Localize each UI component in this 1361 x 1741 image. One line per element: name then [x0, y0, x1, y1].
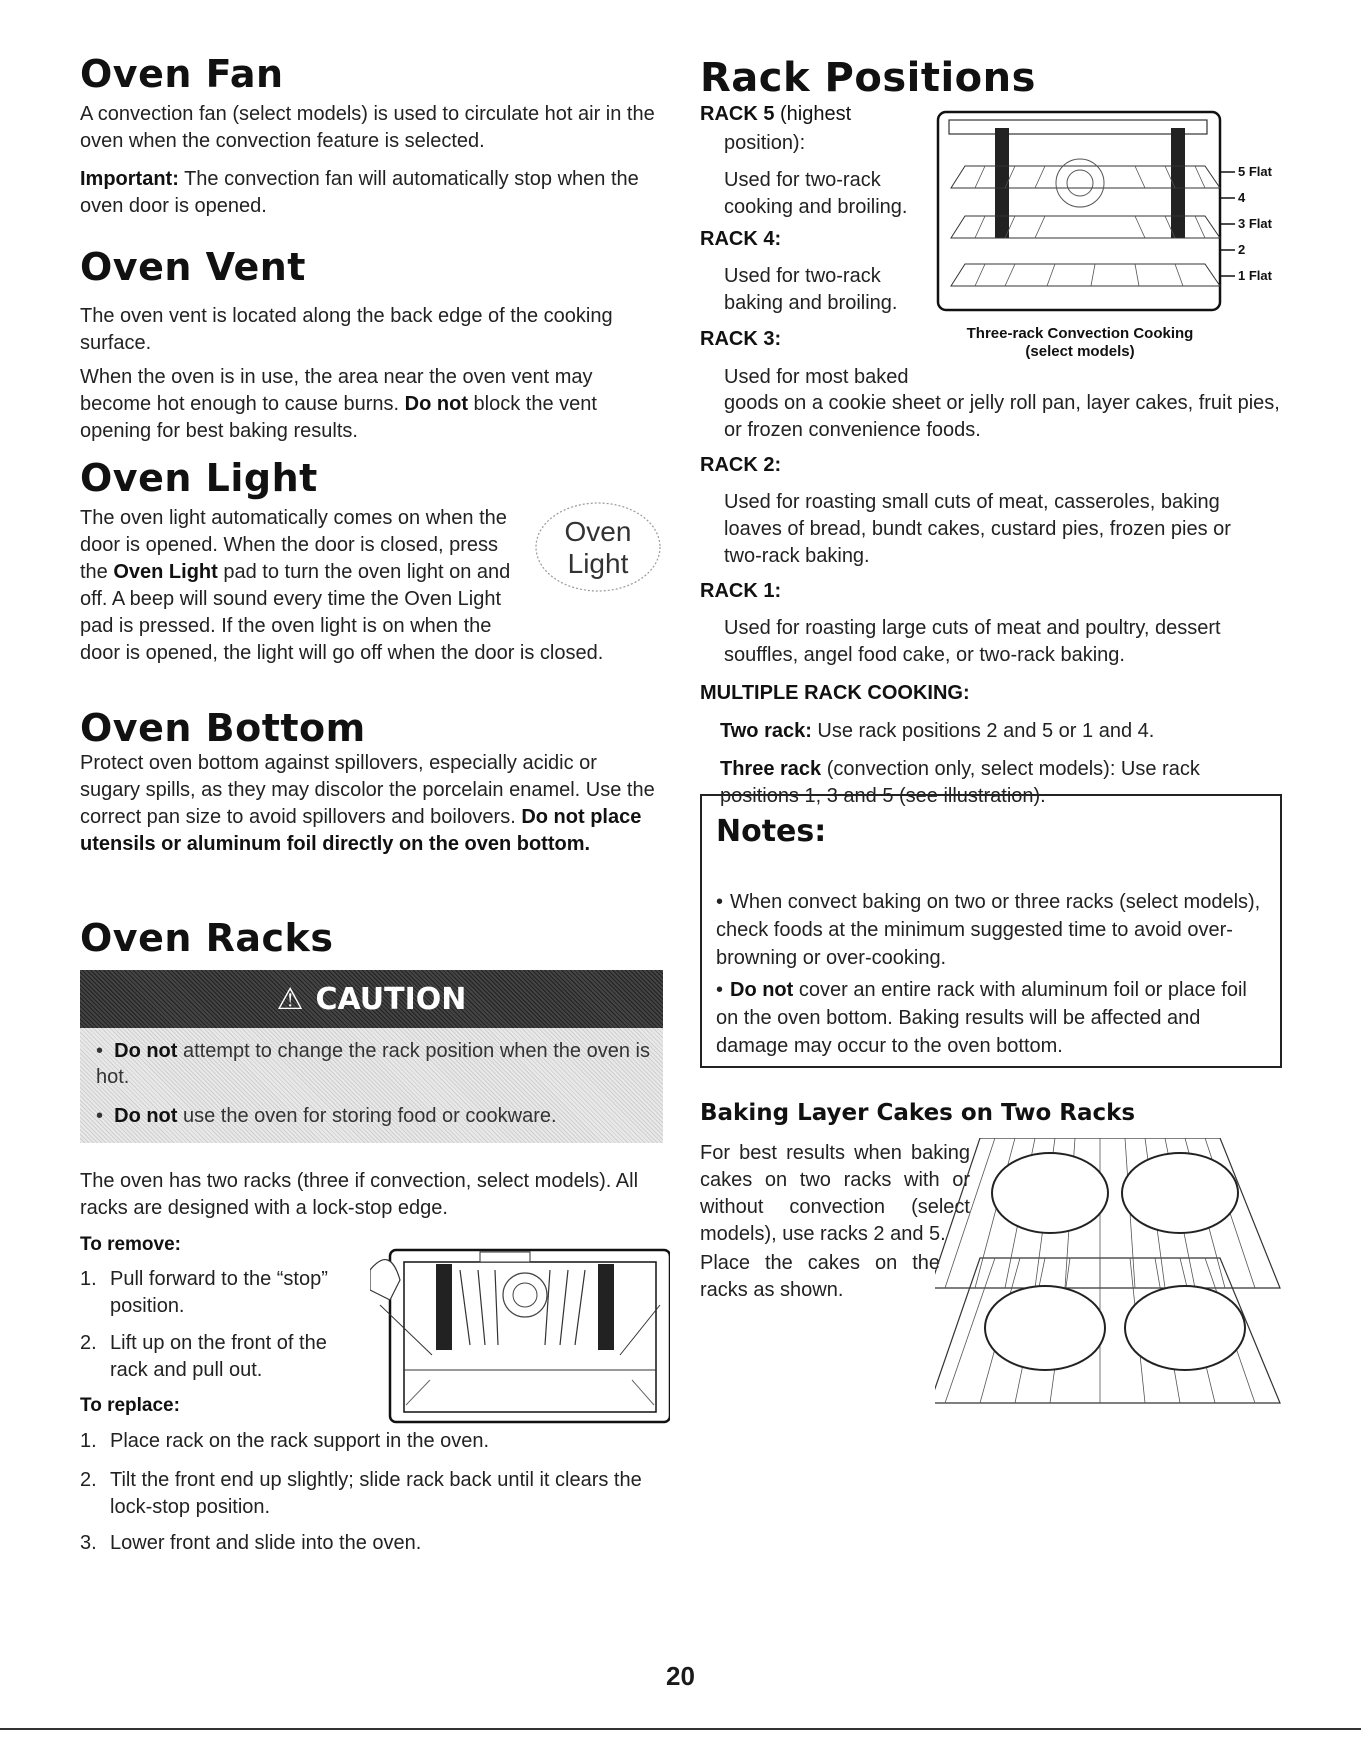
two-rack-bold: Two rack: — [720, 720, 812, 742]
oven-fan-important — [80, 166, 665, 220]
notes-title: Notes: — [716, 814, 827, 849]
remove-step-2-num: 2. — [80, 1332, 97, 1354]
baking-layer-paragraph-1: For best results when baking cakes on two racks with or without convection (select models), use racks 2 and 5. — [700, 1142, 970, 1245]
replace-step-2 — [80, 1467, 660, 1521]
bullet-icon: • — [716, 979, 724, 1001]
figure-caption-line-2: (select models) — [1025, 343, 1135, 360]
two-rack-line — [720, 718, 1280, 745]
caution-1-text: attempt to change the rack position when the oven is hot. — [96, 1040, 650, 1088]
rack-label-1: 1 Flat — [1238, 268, 1272, 283]
light-text-b: pad to turn the oven light on and off. A beep will sound every time the Oven Light pad is pressed. If the oven light is on when the door is opened, the light will go off when the door is closed. — [80, 561, 604, 664]
light-pad-name: Oven Light — [113, 561, 218, 583]
two-rack-cakes-illustration — [935, 1138, 1290, 1408]
notes-item-1 — [716, 888, 1271, 972]
vent-text-a: When the oven is in use, the area near the oven vent may become hot enough to cause burns. — [80, 366, 593, 415]
oven-racks-heading: Oven Racks — [80, 916, 334, 960]
page-number: 20 — [666, 1661, 695, 1691]
important-label: Important: — [80, 168, 179, 190]
replace-step-3-text: Lower front and slide into the oven. — [110, 1532, 422, 1554]
replace-step-1-num: 1. — [80, 1430, 97, 1452]
oven-racks-intro: The oven has two racks (three if convection, select models). All racks are designed with a lock-stop edge. — [80, 1170, 639, 1219]
rack-4-label: RACK 4: — [700, 228, 782, 250]
remove-step-1-text: Pull forward to the “stop” position. — [110, 1268, 328, 1317]
rack-2-desc: Used for roasting small cuts of meat, casseroles, baking loaves of bread, bundt cakes, custard pies, frozen pies or two-rack baking. — [724, 491, 1231, 567]
replace-step-1 — [80, 1428, 660, 1455]
oven-vent-paragraph-2 — [80, 364, 665, 445]
oven-light-heading: Oven Light — [80, 456, 318, 500]
oven-bottom-heading: Oven Bottom — [80, 706, 366, 750]
oven-vent-heading: Oven Vent — [80, 245, 306, 289]
rack-3-desc-a: Used for most baked — [724, 366, 909, 388]
rack-5-desc: Used for two-rack cooking and broiling. — [724, 169, 908, 218]
rack-label-3: 3 Flat — [1238, 216, 1272, 231]
rack-4-desc: Used for two-rack baking and broiling. — [724, 265, 898, 314]
oven-vent-paragraph-1: The oven vent is located along the back edge of the cooking surface. — [80, 305, 613, 354]
replace-step-2-text: Tilt the front end up slightly; slide rack back until it clears the lock-stop position. — [110, 1469, 642, 1518]
light-text-a: The oven light automatically comes on when the door is opened. When the door is closed, press the — [80, 507, 507, 583]
rack-label-4: 4 — [1238, 190, 1246, 205]
warning-triangle-icon: ⚠ — [276, 981, 304, 1017]
rack-5-position: position): — [724, 132, 806, 154]
three-rack-figure — [935, 108, 1285, 318]
rack-positions-heading: Rack Positions — [700, 55, 1036, 101]
oven-light-pad-icon — [528, 497, 668, 597]
three-rack-text: (convection only, select models): Use rack positions 1, 3 and 5 (see illustration). — [720, 758, 1200, 807]
bullet-icon: • — [716, 891, 724, 913]
notes-item-2-bold: Do not — [730, 979, 794, 1001]
rack-2-label: RACK 2: — [700, 454, 782, 476]
rack-5-line — [700, 103, 851, 126]
notes-box — [700, 794, 1282, 1068]
replace-step-1-text: Place rack on the rack support in the oven. — [110, 1430, 490, 1452]
rack-removal-illustration — [370, 1240, 670, 1425]
remove-step-2-text: Lift up on the front of the rack and pull out. — [110, 1332, 327, 1381]
figure-caption-line-1: Three-rack Convection Cooking — [966, 325, 1194, 342]
baking-layer-paragraph-2: Place the cakes on the racks as shown. — [700, 1252, 940, 1301]
three-rack-bold: Three rack — [720, 758, 822, 780]
vent-do-not: Do not — [404, 393, 468, 415]
rack-label-2: 2 — [1238, 242, 1246, 257]
rack-5-suffix: (highest — [774, 103, 852, 125]
baking-layer-heading: Baking Layer Cakes on Two Racks — [700, 1100, 1136, 1126]
caution-box — [80, 970, 663, 1143]
oven-fan-paragraph: A convection fan (select models) is used to circulate hot air in the oven when the convection feature is selected. — [80, 103, 655, 152]
bottom-warning: Do not place utensils or aluminum foil directly on the oven bottom. — [80, 806, 642, 855]
rack-1-label: RACK 1: — [700, 580, 782, 602]
replace-step-3-num: 3. — [80, 1532, 97, 1554]
rack-3-desc-b: goods on a cookie sheet or jelly roll pan, layer cakes, fruit pies, or frozen convenience foods. — [724, 392, 1280, 441]
replace-step-3 — [80, 1530, 660, 1557]
rack-5-label: RACK 5 — [700, 103, 775, 125]
to-remove-label: To remove: — [80, 1234, 182, 1255]
notes-item-2-text: cover an entire rack with aluminum foil or place foil on the oven bottom. Baking results will be affected and damage may occur to the oven bottom. — [716, 979, 1247, 1057]
rack-3-label: RACK 3: — [700, 328, 782, 350]
oven-bottom-paragraph — [80, 750, 660, 858]
important-text: The convection fan will automatically stop when the oven door is opened. — [80, 168, 639, 217]
footer-rule — [0, 1728, 1361, 1730]
bottom-text: Protect oven bottom against spillovers, especially acidic or sugary spills, as they may discolor the porcelain enamel. Use the correct pan size to avoid spillovers and boilovers. — [80, 752, 655, 828]
pad-label-oven: Oven — [564, 516, 632, 547]
remove-step-2 — [80, 1330, 360, 1384]
caution-2-text: use the oven for storing food or cookware. — [177, 1105, 557, 1127]
two-rack-text: Use rack positions 2 and 5 or 1 and 4. — [811, 720, 1155, 742]
caution-header — [80, 970, 663, 1028]
vent-text-b: block the vent opening for best baking results. — [80, 393, 597, 442]
remove-step-1-num: 1. — [80, 1268, 97, 1290]
oven-fan-heading: Oven Fan — [80, 52, 284, 96]
rack-1-desc: Used for roasting large cuts of meat and poultry, dessert souffles, angel food cake, or two-rack baking. — [724, 617, 1221, 666]
caution-item-2: • Do not use the oven for storing food or cookware. — [96, 1105, 557, 1127]
caution-2-bold: Do not — [114, 1105, 178, 1127]
to-replace-label: To replace: — [80, 1395, 180, 1416]
rack-label-5: 5 Flat — [1238, 164, 1272, 179]
replace-step-2-num: 2. — [80, 1469, 97, 1491]
caution-item-1: • Do not attempt to change the rack position when the oven is hot. — [96, 1040, 650, 1088]
remove-step-1 — [80, 1266, 360, 1320]
multiple-rack-label: MULTIPLE RACK COOKING: — [700, 682, 970, 704]
pad-label-light: Light — [567, 548, 629, 579]
notes-item-2 — [716, 976, 1271, 1060]
notes-item-1-text: When convect baking on two or three racks (select models), check foods at the minimum suggested time to avoid over-browning or over-cooking. — [716, 891, 1261, 969]
caution-title: CAUTION — [315, 981, 467, 1017]
caution-1-bold: Do not — [114, 1040, 178, 1062]
